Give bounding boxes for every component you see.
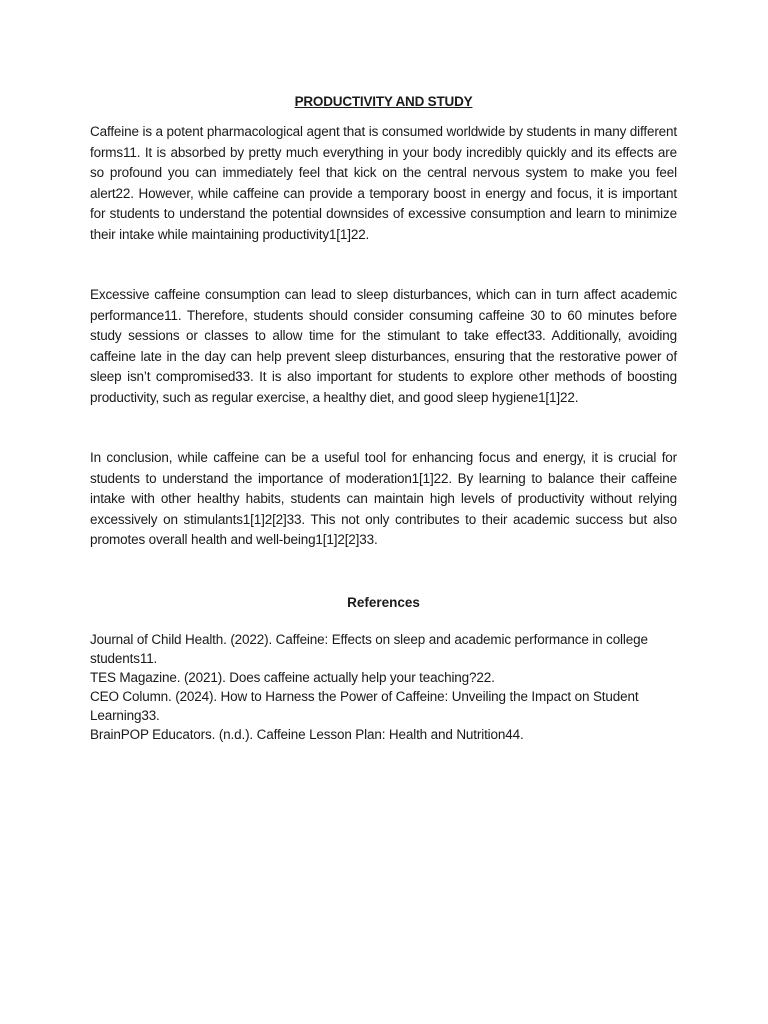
- paragraph-intro: Caffeine is a potent pharmacological agent that is consumed worldwide by students in many different forms11. It is absorbed by pretty much everything in your body incredibly quickly and its effects are so profound you can immediately feel that kick on the central nervous system to make you feel alert22. However, while caffeine can provide a temporary boost in energy and focus, it is important for students to understand the potential downsides of excessive consumption and learn to minimize their intake while maintaining productivity1[1]22.: [90, 124, 677, 242]
- references-list: [90, 630, 677, 744]
- reference-item: CEO Column. (2024). How to Harness the Power of Caffeine: Unveiling the Impact on Student Learning33.: [90, 688, 639, 723]
- document-body: [90, 92, 677, 744]
- paragraph-consumption: Excessive caffeine consumption can lead to sleep disturbances, which can in turn affect academic performance11. Therefore, students should consider consuming caffeine 30 to 60 minutes before study sessions or classes to allow time for the stimulant to take effect33. Additionally, avoiding caffeine late in the day can help prevent sleep disturbances, ensuring that the restorative power of sleep isn’t compromised33. It is also important for students to explore other methods of boosting productivity, such as regular exercise, a healthy diet, and good sleep hygiene1[1]22.: [90, 287, 677, 405]
- references-heading: References: [347, 594, 420, 610]
- reference-item: TES Magazine. (2021). Does caffeine actually help your teaching?22.: [90, 669, 495, 685]
- page-title: PRODUCTIVITY AND STUDY: [294, 94, 473, 109]
- reference-item: BrainPOP Educators. (n.d.). Caffeine Lesson Plan: Health and Nutrition44.: [90, 726, 524, 742]
- paragraph-conclusion: In conclusion, while caffeine can be a useful tool for enhancing focus and energy, it is crucial for students to understand the importance of moderation1[1]22. By learning to balance their caffeine intake with other healthy habits, students can maintain high levels of productivity without relying excessively on stimulants1[1]2[2]33. This not only contributes to their academic success but also promotes overall health and well-being1[1]2[2]33.: [90, 450, 677, 547]
- reference-item: Journal of Child Health. (2022). Caffeine: Effects on sleep and academic performance in college students11.: [90, 631, 648, 666]
